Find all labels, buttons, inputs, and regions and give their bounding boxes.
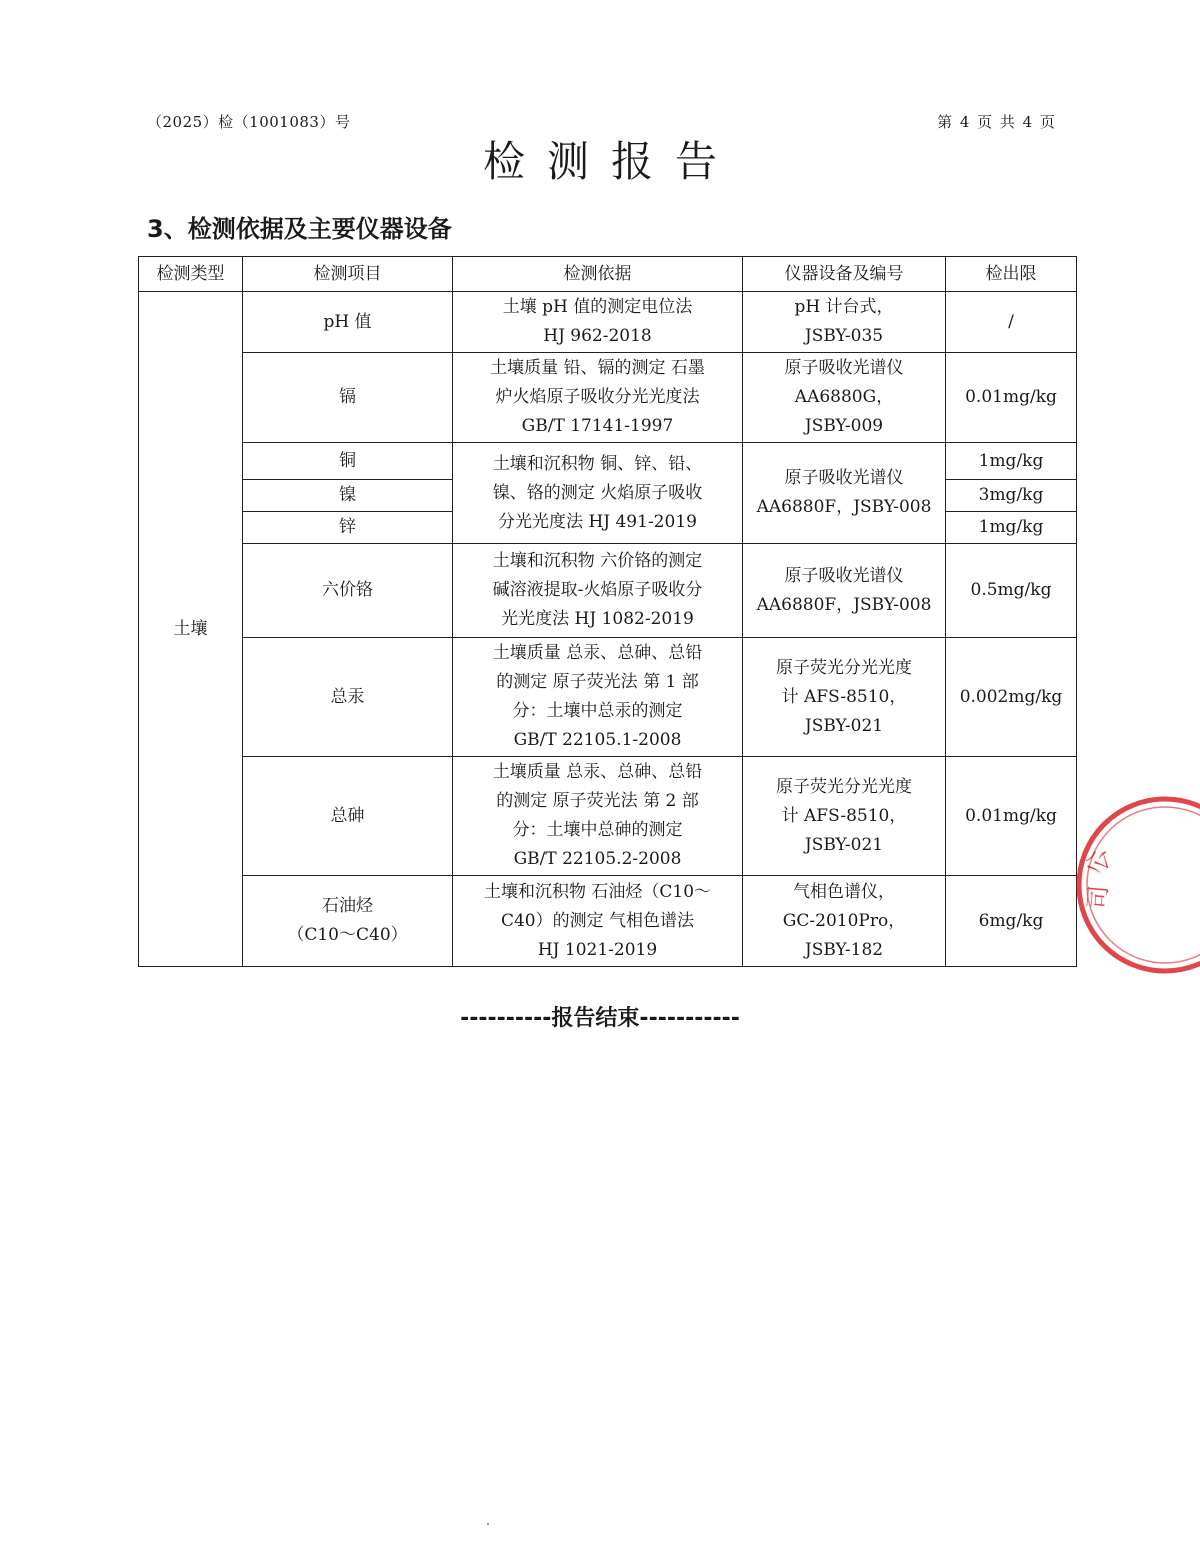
limit-cell: 1mg/kg [946,443,1077,480]
basis-line: 的测定 原子荧光法 第 2 部 [496,791,699,811]
basis-line: 土壤和沉积物 六价铬的测定 [492,551,703,571]
limit-cell: 0.01mg/kg [946,757,1077,876]
instrument-line: JSBY-182 [804,939,884,960]
item-cell: 总砷 [243,757,453,876]
instrument-line: JSBY-021 [804,834,884,855]
limit-cell: 0.002mg/kg [946,638,1077,757]
basis-line: HJ 962-2018 [543,326,652,346]
company-seal [1060,780,1200,990]
instrument-line: AA6880F，JSBY-008 [756,594,932,615]
basis-line: 土壤质量 总汞、总砷、总铅 [492,762,703,782]
item-cell: 铜 [243,443,453,480]
instrument-line: JSBY-009 [804,416,884,436]
basis-line: HJ 1021-2019 [537,939,658,960]
report-number: （2025）检（1001083）号 [147,113,351,131]
table-row [139,757,1077,876]
basis-line: 的测定 原子荧光法 第 1 部 [496,672,699,692]
page-info: 第 4 页 共 4 页 [937,113,1055,131]
instrument-line: 原子吸收光谱仪 [784,358,904,378]
table-row [139,292,1077,353]
limit-cell: 1mg/kg [946,512,1077,544]
table-row [139,638,1077,757]
instrument-cell [743,353,946,443]
instrument-line: 计 AFS-8510， [781,686,907,707]
instrument-line: GC-2010Pro， [782,910,906,931]
basis-line: GB/T 17141-1997 [521,416,674,436]
item-cell: 镉 [243,353,453,443]
basis-line: GB/T 22105.2-2008 [513,849,682,869]
basis-cell [453,292,743,353]
basis-cell [453,544,743,638]
instrument-line: 原子荧光分光光度 [776,776,912,797]
instrument-cell [743,757,946,876]
instrument-cell [743,292,946,353]
category-cell: 土壤 [139,292,243,967]
limit-cell: 6mg/kg [946,876,1077,967]
instrument-line: AA6880G， [794,387,894,407]
header-cell: 检出限 [946,257,1077,292]
basis-line: 镍、铬的测定 火焰原子吸收 [492,482,703,503]
basis-line: C40）的测定 气相色谱法 [500,910,695,931]
item-line: 石油烃 [322,896,373,916]
seal-graphic [1060,780,1200,990]
basis-cell [453,757,743,876]
instrument-line: 原子吸收光谱仪 [784,565,904,586]
header-cell: 仪器设备及编号 [743,257,946,292]
item-cell: 锌 [243,512,453,544]
scan-speck [487,1523,489,1525]
instrument-line: pH 计台式， [794,297,894,317]
instrument-line: 原子荧光分光光度 [776,657,912,678]
basis-cell [453,353,743,443]
basis-cell [453,443,743,544]
basis-line: 光光度法 HJ 1082-2019 [501,609,694,629]
instrument-line: 气相色谱仪， [793,881,895,902]
basis-line: 土壤 pH 值的测定电位法 [502,297,693,317]
instrument-cell [743,876,946,967]
header-cell: 检测类型 [139,257,243,292]
instrument-cell [743,638,946,757]
item-cell: 镍 [243,480,453,512]
table-header-row [139,257,1077,292]
table-row [139,353,1077,443]
basis-line: 土壤和沉积物 铜、锌、铅、 [492,453,703,474]
basis-line: 分：土壤中总汞的测定 [512,701,683,721]
basis-line: 炉火焰原子吸收分光光度法 [495,387,700,407]
basis-line: 分光光度法 HJ 491-2019 [498,511,697,532]
instrument-cell [743,443,946,544]
table-row [139,876,1077,967]
basis-cell [453,638,743,757]
basis-line: GB/T 22105.1-2008 [513,730,682,750]
header-cell: 检测项目 [243,257,453,292]
table-row [139,443,1077,480]
instrument-cell [743,544,946,638]
basis-line: 土壤和沉积物 石油烃（C10～ [483,881,712,902]
limit-cell: / [946,292,1077,353]
instrument-line: 计 AFS-8510， [781,805,907,826]
seal-char: 公 [1082,847,1114,876]
limit-cell: 3mg/kg [946,480,1077,512]
report-end-marker: ----------报告结束----------- [460,1006,740,1031]
seal-char: 司 [1083,884,1114,911]
basis-line: 碱溶液提取-火焰原子吸收分 [492,580,703,600]
item-cell: 总汞 [243,638,453,757]
instrument-line: 原子吸收光谱仪 [784,468,904,488]
item-line: （C10～C40） [287,925,408,945]
instrument-line: JSBY-035 [804,326,884,346]
instrument-line: JSBY-021 [804,715,884,736]
item-cell: pH 值 [243,292,453,353]
instrument-line: AA6880F，JSBY-008 [756,497,932,517]
limit-cell: 0.01mg/kg [946,353,1077,443]
limit-cell: 0.5mg/kg [946,544,1077,638]
table-row [139,544,1077,638]
basis-line: 分：土壤中总砷的测定 [512,820,683,840]
section-title: 3、检测依据及主要仪器设备 [147,215,452,243]
page-title: 检测报告 [482,137,739,186]
basis-line: 土壤质量 总汞、总砷、总铅 [492,643,703,663]
basis-cell [453,876,743,967]
basis-line: 土壤质量 铅、镉的测定 石墨 [490,358,705,378]
item-cell: 六价铬 [243,544,453,638]
item-cell [243,876,453,967]
detection-basis-table [138,256,1077,967]
header-cell: 检测依据 [453,257,743,292]
